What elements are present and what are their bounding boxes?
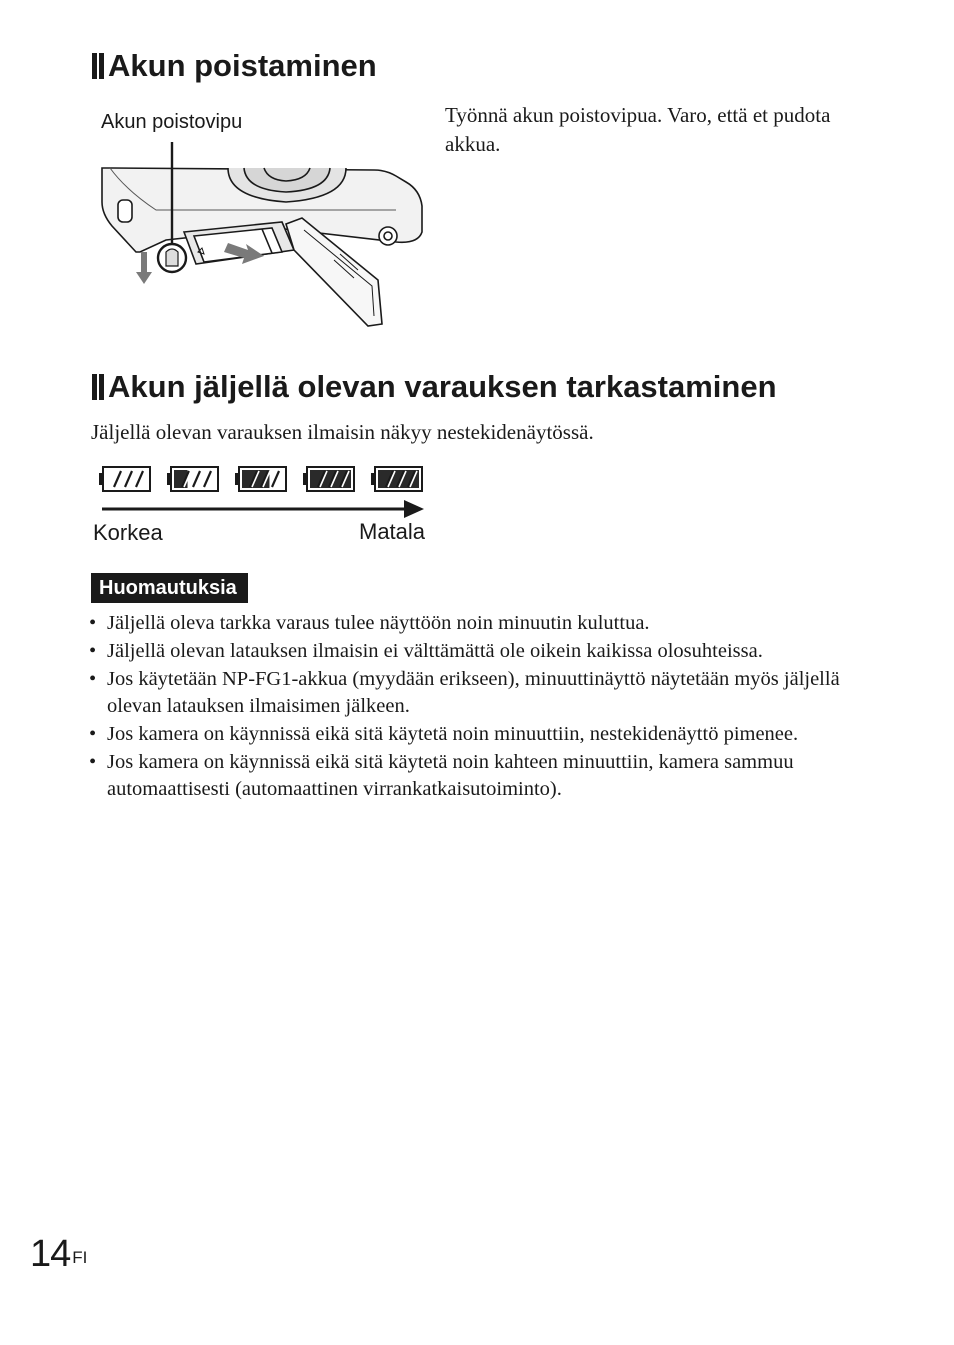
section-heading-remaining-charge [92,369,777,405]
notes-list [86,610,866,804]
figure-label-eject-lever: Akun poistovipu [101,111,243,133]
note-text: Jos kamera on käynnissä eikä sitä käytetä noin kahteen minuuttiin, kamera sammuu automaattisesti (automaattinen virrankatkaisutoiminto). [107,751,794,800]
bullet-icon: • [89,668,97,690]
note-text: Jos kamera on käynnissä eikä sitä käytetä noin minuuttiin, nestekidenäyttö pimenee. [107,723,799,745]
battery-removal-instruction: Työnnä akun poistovipua. Varo, että et pudota akkua. [445,103,831,156]
bullet-icon: • [89,612,97,634]
note-text: Jos käytetään NP-FG1-akkua (myydään erikseen), minuuttinäyttö näytetään myös jäljellä olevan latauksen ilmaisimen jälkeen. [107,668,840,717]
page-number-value: 14 [30,1233,71,1275]
heading-marker-icon [92,53,104,79]
bullet-icon: • [89,640,97,662]
scale-label-low: Matala [359,519,426,544]
heading-text: Akun poistaminen [108,48,377,83]
remaining-charge-intro: Jäljellä olevan varauksen ilmaisin näkyy nestekidenäytössä. [91,420,594,444]
list-item [86,749,866,803]
scale-label-high: Korkea [93,520,163,545]
battery-icon [302,465,356,493]
page-number [30,1232,87,1276]
list-item [86,666,866,720]
high-to-low-arrow-icon [100,498,426,520]
battery-icon [370,465,424,493]
list-item [86,610,866,637]
heading-marker-icon [92,374,104,400]
list-item [86,721,866,748]
list-item [86,638,866,665]
notes-heading-badge: Huomautuksia [91,573,248,603]
battery-icon [98,465,152,493]
battery-icon [166,465,220,493]
note-text: Jäljellä olevan latauksen ilmaisin ei välttämättä ole oikein kaikissa olosuhteissa. [107,640,763,662]
page-language-code: FI [72,1248,88,1267]
bullet-icon: • [89,751,97,773]
battery-icon [234,465,288,493]
battery-level-icons [98,465,424,493]
section-heading-battery-removal [92,48,377,84]
bullet-icon: • [89,723,97,745]
camera-battery-eject-illustration [96,140,436,340]
note-text: Jäljellä oleva tarkka varaus tulee näyttöön noin minuutin kuluttua. [107,612,650,634]
heading-text: Akun jäljellä olevan varauksen tarkastaminen [108,369,777,404]
